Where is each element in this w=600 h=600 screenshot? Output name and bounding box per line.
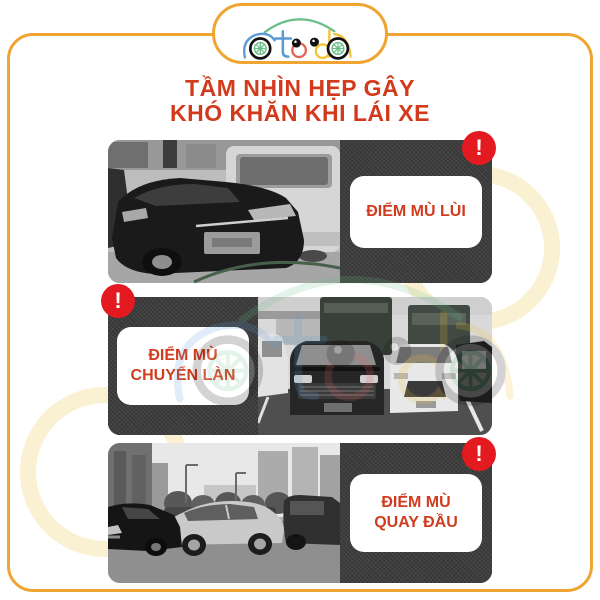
label-text: ĐIỂM MÙ [381,494,451,511]
exclamation-icon: ! [114,288,122,313]
label-text: ĐIỂM MÙ [148,347,218,364]
otodo-car-logo-icon [220,6,380,62]
page-title-line-1: TẦM NHÌN HẸP GÂY [185,75,415,101]
photo-u-turn-blind-spot [108,443,340,583]
panel-lane-change-blind-spot [108,288,492,435]
panel-reverse-blind-spot [108,135,492,283]
panel-lane-change-info [108,297,258,435]
label-text: QUAY ĐẦU [374,514,458,531]
label-text: CHUYỂN LÀN [130,367,236,384]
photo-lane-change-blind-spot [258,297,492,435]
label-reverse-blind-spot [350,176,482,248]
label-u-turn-blind-spot [350,474,482,552]
alert-badge [101,284,135,318]
brand-logo [212,3,388,64]
page-title-line-2: KHÓ KHĂN KHI LÁI XE [170,100,430,126]
alert-badge [462,131,496,165]
alert-badge [462,437,496,471]
panel-u-turn-blind-spot [108,443,492,583]
label-lane-change-blind-spot [117,327,249,405]
page-title [0,76,600,126]
label-text: ĐIỂM MÙ LÙI [366,202,466,220]
photo-reverse-blind-spot [108,140,340,283]
exclamation-icon: ! [475,441,483,466]
exclamation-icon: ! [475,135,483,160]
